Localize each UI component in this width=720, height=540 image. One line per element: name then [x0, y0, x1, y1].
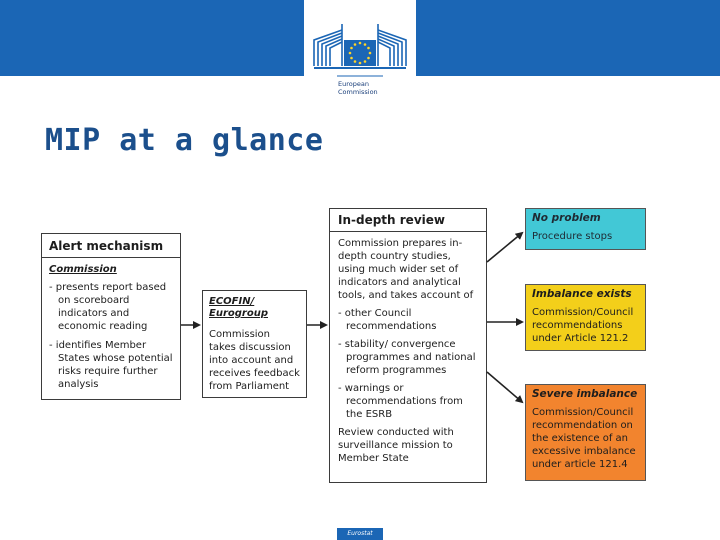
review-outro: Review conducted with surveillance mission to Member State [338, 427, 454, 464]
logo-line-1: European [338, 80, 369, 88]
logo-line-2: Commission [338, 88, 378, 96]
review-heading: In-depth review [330, 213, 486, 232]
arrow-review-to-severe [487, 372, 522, 402]
review-item: - warnings or recommendations from the ESRB [338, 383, 463, 420]
ecofin-text: Commission takes discussion into account and receives feedback from Parliament [209, 329, 300, 392]
outcome-title: Severe imbalance [532, 388, 638, 400]
review-item: - other Council recommendations [338, 308, 437, 332]
footer-eurostat-tag: Eurostat [337, 528, 383, 540]
alert-subheading: Commission [49, 264, 117, 275]
outcome-text: Commission/Council recommendation on the existence of an excessive imbalance under article 121.4 [532, 407, 636, 470]
ecofin-heading-2: Eurogroup [209, 308, 268, 319]
alert-heading: Alert mechanism [42, 239, 180, 258]
arrow-review-to-no-problem [487, 233, 522, 262]
outcome-text: Commission/Council recommendations under Article 121.2 [532, 307, 634, 344]
alert-item: - presents report based on scoreboard indicators and economic reading [49, 282, 167, 332]
page-title: MIP at a glance [45, 123, 324, 158]
review-intro: Commission prepares in-depth country studies, using much wider set of indicators and analytical tools, and takes account of [338, 238, 474, 301]
outcome-title: Imbalance exists [532, 288, 632, 300]
ecofin-heading-1: ECOFIN/ [209, 296, 255, 307]
outcome-title: No problem [532, 212, 601, 224]
outcome-text: Procedure stops [532, 231, 613, 242]
alert-item: - identifies Member States whose potential risks require further analysis [49, 340, 173, 390]
review-item: - stability/ convergence programmes and national reform programmes [338, 339, 476, 376]
